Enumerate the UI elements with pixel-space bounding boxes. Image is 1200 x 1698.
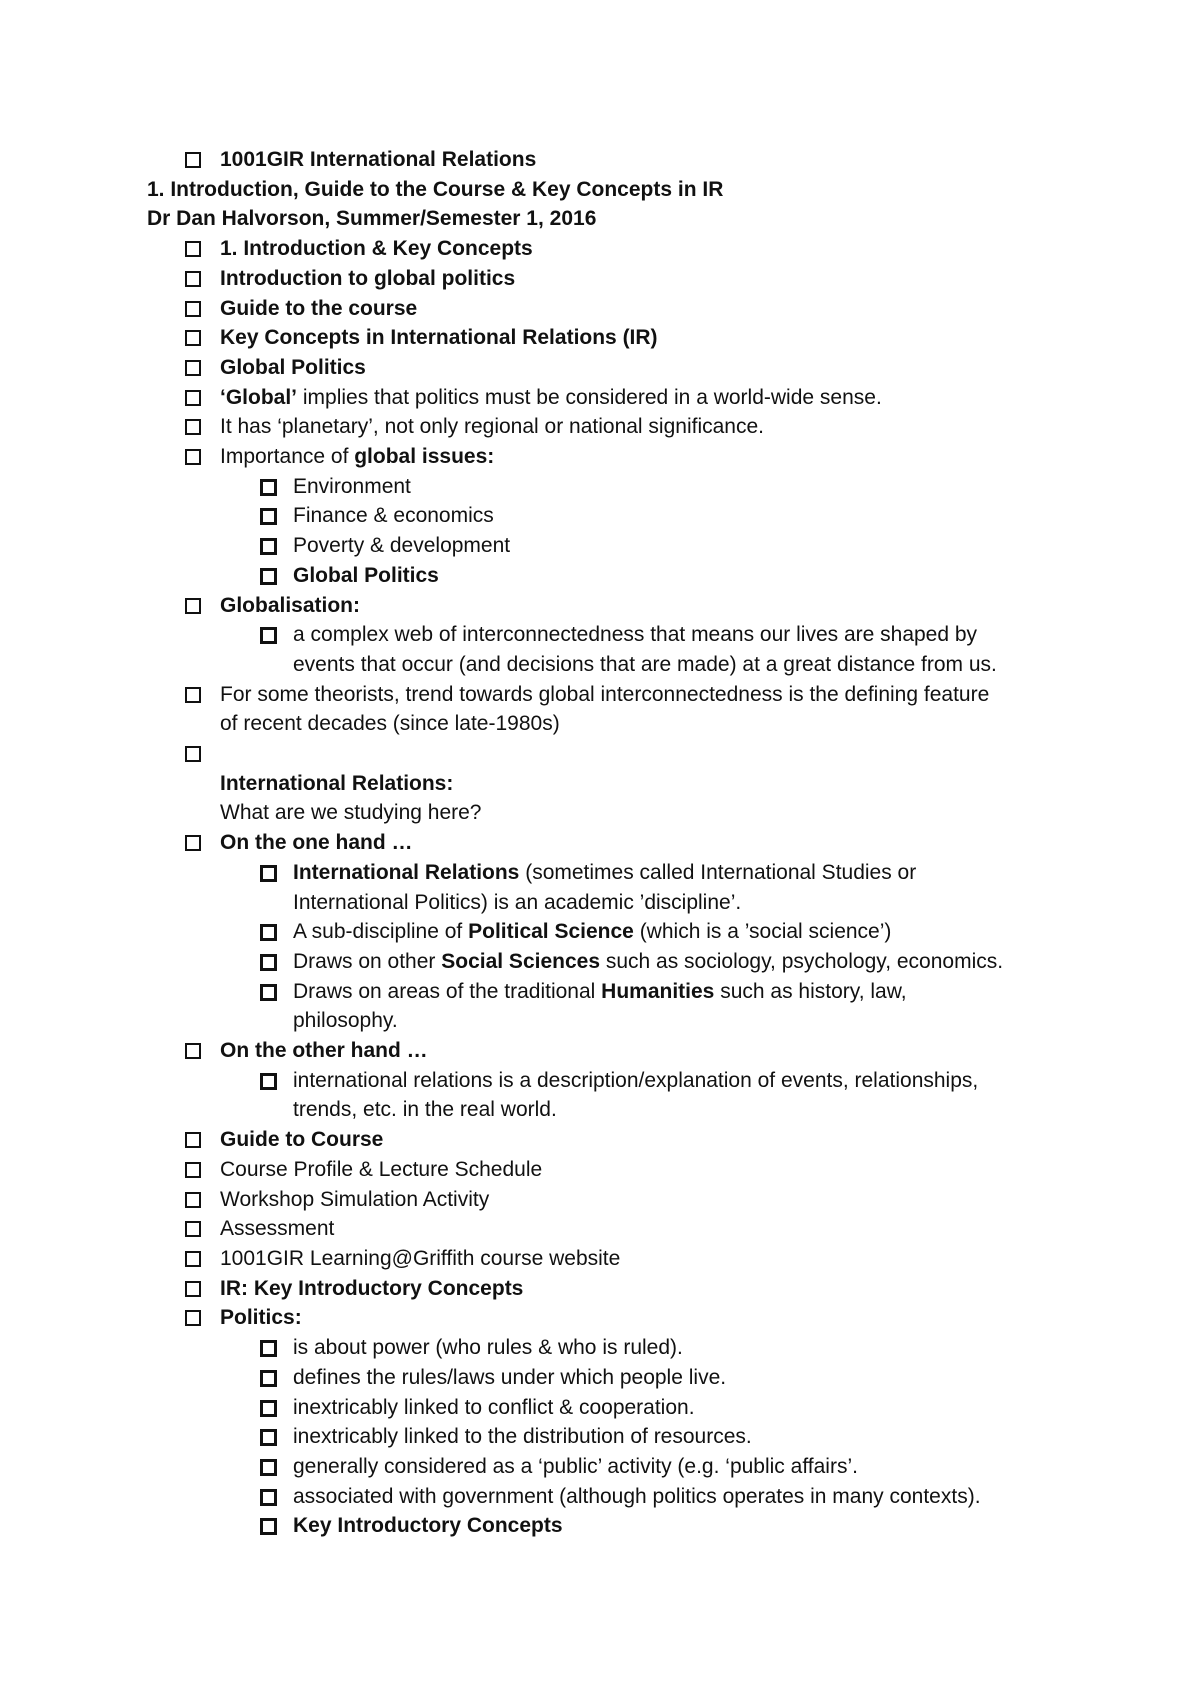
sub-list-item-text: such as sociology, psychology, economics. <box>600 949 1004 973</box>
list-item-text: Workshop Simulation Activity <box>220 1187 490 1211</box>
list-item-text: Introduction to global politics <box>220 266 516 290</box>
sub-list-item-text: (which is a ’social science’) <box>633 920 892 944</box>
list-item <box>147 1125 1107 1155</box>
checkbox-icon <box>185 152 201 168</box>
checkbox-icon <box>185 390 201 406</box>
sub-list-item-text: Key Introductory Concepts <box>293 1514 563 1538</box>
sub-list-item-text: such as history, law, <box>714 979 907 1003</box>
sub-list-item-text: a complex web of interconnectedness that means our lives are shaped by <box>293 623 978 647</box>
list-item <box>147 323 1107 353</box>
sub-list-item <box>147 1363 1107 1393</box>
section-question <box>147 798 1107 828</box>
byline <box>147 204 1107 234</box>
section-heading <box>147 769 1107 799</box>
list-item-text: implies that politics must be considered in a world-wide sense. <box>297 385 882 409</box>
sub-list-item-text: events that occur (and decisions that are made) at a great distance from us. <box>293 652 997 676</box>
sub-list-item-text: associated with government (although politics operates in many contexts). <box>293 1484 981 1508</box>
sub-list-item-text: Environment <box>293 474 411 498</box>
checkbox-icon <box>185 419 201 435</box>
checkbox-icon <box>185 330 201 346</box>
list-item-bold: ‘Global’ <box>220 385 298 409</box>
checkbox-icon <box>260 865 277 882</box>
checkbox-icon <box>260 924 277 941</box>
sub-list-item-text: inextricably linked to the distribution of resources. <box>293 1425 752 1449</box>
checkbox-icon <box>260 1429 277 1446</box>
sub-list-item-bold: Humanities <box>601 979 715 1003</box>
sub-list-item <box>147 620 1107 650</box>
list-item <box>147 680 1107 710</box>
list-item <box>147 442 1107 472</box>
checkbox-icon <box>185 1310 201 1326</box>
checkbox-icon <box>260 508 277 525</box>
checkbox-icon <box>260 1489 277 1506</box>
sub-list-item-bold: Social Sciences <box>441 949 600 973</box>
sub-list-item-text: Finance & economics <box>293 504 494 528</box>
checkbox-icon <box>260 1370 277 1387</box>
checkbox-icon <box>185 449 201 465</box>
sub-list-item-continuation <box>147 650 1107 680</box>
list-item-text: On the one hand … <box>220 831 413 855</box>
sub-list-item <box>147 1422 1107 1452</box>
sub-list-item-text: (sometimes called International Studies or <box>519 860 917 884</box>
sub-list-item <box>147 501 1107 531</box>
sub-list-item <box>147 947 1107 977</box>
sub-list-item-text: international relations is a description/explanation of events, relationships, <box>293 1068 979 1092</box>
list-item <box>147 234 1107 264</box>
checkbox-icon <box>185 687 201 703</box>
list-item-text: It has ‘planetary’, not only regional or national significance. <box>220 415 764 439</box>
checkbox-icon <box>260 1400 277 1417</box>
sub-list-item-continuation <box>147 888 1107 918</box>
checkbox-icon <box>185 1251 201 1267</box>
list-item <box>147 383 1107 413</box>
sub-list-item <box>147 472 1107 502</box>
checkbox-icon <box>260 1459 277 1476</box>
list-item <box>147 1244 1107 1274</box>
list-item-text: Guide to the course <box>220 296 418 320</box>
list-item-text: Politics: <box>220 1306 302 1330</box>
checkbox-icon <box>185 360 201 376</box>
sub-list-item-text: A sub-discipline of <box>293 920 469 944</box>
list-item <box>147 1214 1107 1244</box>
list-item-text: Assessment <box>220 1217 335 1241</box>
document-body <box>147 145 1107 1541</box>
sub-list-item-text: philosophy. <box>293 1009 398 1033</box>
list-item <box>147 353 1107 383</box>
list-item-text: Importance of <box>220 445 355 469</box>
checkbox-icon <box>185 1281 201 1297</box>
sub-list-item-continuation <box>147 1095 1107 1125</box>
sub-list-item <box>147 1511 1107 1541</box>
sub-list-item <box>147 561 1107 591</box>
sub-list-item-bold: International Relations <box>293 860 520 884</box>
sub-list-item-text: Draws on areas of the traditional <box>293 979 602 1003</box>
sub-list-item-text: inextricably linked to conflict & cooperation. <box>293 1395 695 1419</box>
sub-list-item <box>147 858 1107 888</box>
list-item-text: Globalisation: <box>220 593 361 617</box>
sub-list-item-text: International Politics) is an academic ’discipline’. <box>293 890 742 914</box>
sub-list-item-continuation <box>147 1006 1107 1036</box>
checkbox-icon <box>185 241 201 257</box>
checkbox-icon <box>260 568 277 585</box>
checkbox-icon <box>260 627 277 644</box>
list-item-text: 1001GIR Learning@Griffith course website <box>220 1247 621 1270</box>
list-item <box>147 1185 1107 1215</box>
list-item-empty <box>147 739 1107 769</box>
sub-list-item <box>147 1393 1107 1423</box>
list-item <box>147 1155 1107 1185</box>
sub-list-item-text: is about power (who rules & who is ruled). <box>293 1336 683 1360</box>
sub-list-item <box>147 977 1107 1007</box>
list-item-text: Global Politics <box>220 355 366 379</box>
sub-list-item <box>147 917 1107 947</box>
list-item-text: Key Concepts in International Relations (IR) <box>220 326 658 350</box>
list-item <box>147 591 1107 621</box>
checkbox-icon <box>260 538 277 555</box>
sub-list-item-text: generally considered as a ‘public’ activity (e.g. ‘public affairs’. <box>293 1454 858 1478</box>
checkbox-icon <box>185 1132 201 1148</box>
list-item <box>147 412 1107 442</box>
list-item-text: IR: Key Introductory Concepts <box>220 1276 524 1300</box>
sub-list-item-text: Global Politics <box>293 563 439 587</box>
list-item-text: For some theorists, trend towards global interconnectedness is the defining feature <box>220 682 990 706</box>
checkbox-icon <box>260 984 277 1001</box>
list-item-text: On the other hand … <box>220 1039 428 1063</box>
checkbox-icon <box>185 1192 201 1208</box>
sub-list-item-text: trends, etc. in the real world. <box>293 1098 557 1122</box>
checkbox-icon <box>185 598 201 614</box>
checkbox-icon <box>185 1162 201 1178</box>
checkbox-icon <box>260 1073 277 1090</box>
list-item-text: Guide to Course <box>220 1128 384 1152</box>
sub-list-item-bold: Political Science <box>468 920 634 944</box>
checkbox-icon <box>185 271 201 287</box>
section-question-text: What are we studying here? <box>220 801 482 825</box>
section-heading-text: International Relations: <box>220 771 454 795</box>
list-item-text: 1. Introduction & Key Concepts <box>220 237 533 261</box>
checkbox-icon <box>185 1043 201 1059</box>
sub-list-item <box>147 1066 1107 1096</box>
byline-text: Dr Dan Halvorson, Summer/Semester 1, 2016 <box>147 207 597 231</box>
list-item <box>147 1303 1107 1333</box>
list-item <box>147 294 1107 324</box>
list-item <box>147 1036 1107 1066</box>
checkbox-icon <box>185 301 201 317</box>
course-title: 1001GIR International Relations <box>220 148 537 171</box>
list-item-continuation <box>147 709 1107 739</box>
list-item-bold: global issues: <box>354 445 495 469</box>
sub-list-item <box>147 531 1107 561</box>
checkbox-icon <box>185 835 201 851</box>
lecture-title <box>147 175 1107 205</box>
checkbox-icon <box>260 1340 277 1357</box>
sub-list-item-text: Poverty & development <box>293 534 511 558</box>
lecture-title-text: 1. Introduction, Guide to the Course & Key Concepts in IR <box>147 177 724 201</box>
list-item <box>147 145 1107 175</box>
sub-list-item-text: Draws on other <box>293 949 442 973</box>
checkbox-icon <box>260 954 277 971</box>
sub-list-item <box>147 1452 1107 1482</box>
sub-list-item <box>147 1333 1107 1363</box>
checkbox-icon <box>185 1221 201 1237</box>
list-item <box>147 1274 1107 1304</box>
list-item-text: Course Profile & Lecture Schedule <box>220 1157 543 1181</box>
sub-list-item <box>147 1482 1107 1512</box>
list-item-text: of recent decades (since late-1980s) <box>220 712 560 736</box>
checkbox-icon <box>260 479 277 496</box>
list-item <box>147 264 1107 294</box>
checkbox-icon <box>260 1518 277 1535</box>
list-item <box>147 828 1107 858</box>
checkbox-icon <box>185 746 201 762</box>
sub-list-item-text: defines the rules/laws under which people live. <box>293 1365 727 1389</box>
